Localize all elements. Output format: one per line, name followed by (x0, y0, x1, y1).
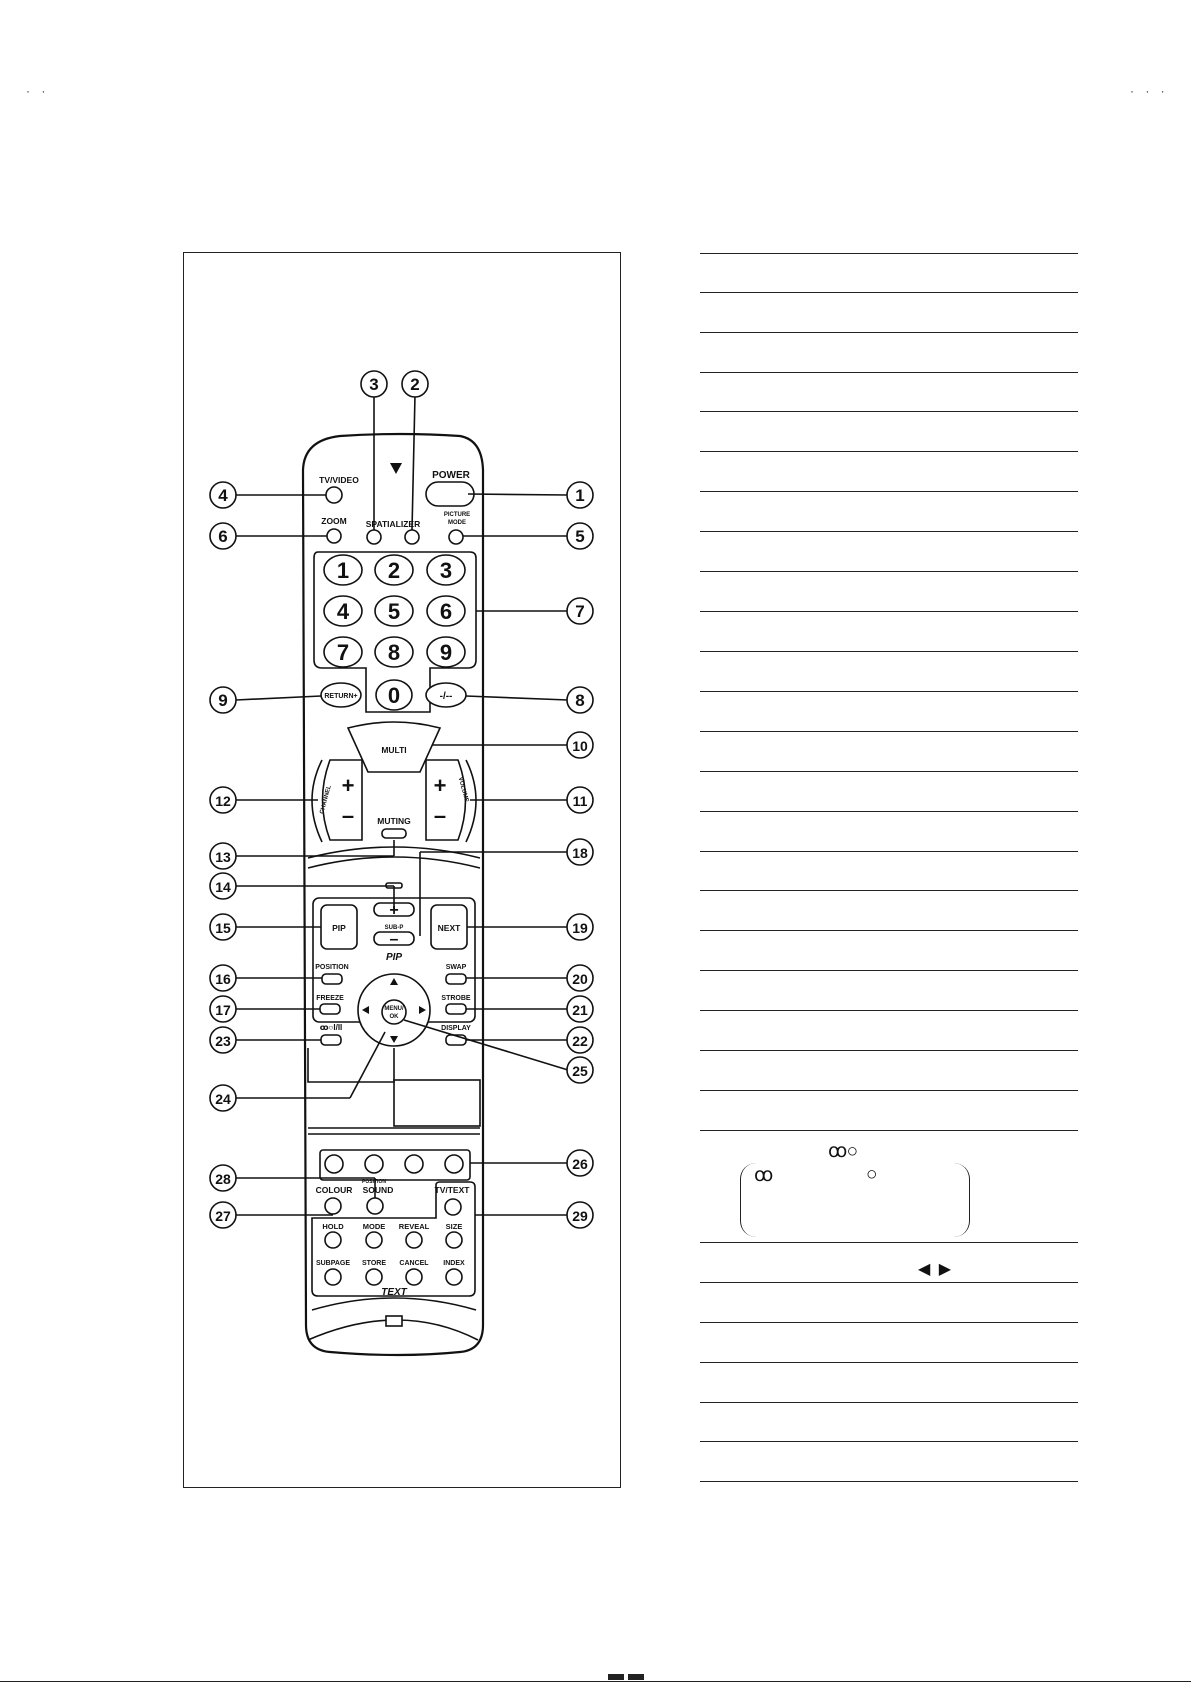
callout-3: 3 (369, 375, 379, 394)
callout-6: 6 (218, 527, 228, 546)
callout-29: 29 (572, 1208, 588, 1224)
legend-rule (700, 851, 1078, 852)
tv-video-label: TV/VIDEO (319, 475, 359, 485)
page-number-mark (628, 1674, 644, 1680)
mode-button[interactable] (366, 1232, 382, 1248)
colour-button-red[interactable] (325, 1155, 343, 1173)
callout-19: 19 (572, 920, 588, 936)
index-button[interactable] (446, 1269, 462, 1285)
callout-16: 16 (215, 971, 231, 987)
callout-28: 28 (215, 1171, 231, 1187)
callout-26: 26 (572, 1156, 588, 1172)
callout-10: 10 (572, 738, 588, 754)
digit-1-label: 1 (336, 558, 350, 583)
volume-rocker[interactable] (426, 760, 466, 840)
page-bottom-rule (0, 1681, 1191, 1682)
digit-0-label: 0 (387, 683, 401, 708)
colour-button-yellow[interactable] (405, 1155, 423, 1173)
power-label: POWER (432, 470, 470, 481)
hold-button[interactable] (325, 1232, 341, 1248)
stereo-symbol: ꝏ (754, 1165, 771, 1186)
callout-8: 8 (575, 691, 585, 710)
callout-17: 17 (215, 1002, 231, 1018)
legend-rule (700, 1402, 1078, 1403)
power-button[interactable] (426, 482, 474, 506)
sub-p-label: SUB-P (384, 925, 404, 931)
strobe-button[interactable] (446, 1004, 466, 1014)
colour-button-blue[interactable] (445, 1155, 463, 1173)
sub-p-minus-label: – (389, 931, 399, 948)
digit-7-label: 7 (336, 640, 350, 665)
subpage-label: SUBPAGE (315, 1260, 351, 1267)
muting-button[interactable] (382, 829, 406, 838)
sound-mode-label: ꝏ○I/II (319, 1023, 343, 1032)
stereo-mono-symbols: ꝏ ○ (828, 1141, 856, 1162)
legend-rule (700, 651, 1078, 652)
callout-21: 21 (572, 1002, 588, 1018)
menu-ok-label-1: MENU/ (384, 1006, 404, 1012)
page-number-mark (608, 1674, 624, 1680)
reveal-label: REVEAL (398, 1222, 430, 1231)
callout-11: 11 (572, 793, 588, 809)
legend-rule (700, 970, 1078, 971)
spatializer-label: SPATIALIZER (365, 519, 421, 529)
tv-video-button[interactable] (326, 487, 342, 503)
callout-20: 20 (572, 971, 588, 987)
legend-rule (700, 1441, 1078, 1442)
legend-rule (700, 890, 1078, 891)
colour-button-green[interactable] (365, 1155, 383, 1173)
position-small-label: POSITION (362, 1179, 386, 1185)
digit-4-label: 4 (336, 599, 350, 624)
legend-rule (700, 1090, 1078, 1091)
legend-rule (700, 1362, 1078, 1363)
store-button[interactable] (366, 1269, 382, 1285)
legend-rule (700, 451, 1078, 452)
muting-label: MUTING (377, 816, 411, 826)
callout-4: 4 (218, 486, 228, 505)
digit-2-label: 2 (387, 558, 401, 583)
multi-label: MULTI (381, 745, 407, 755)
callout-15: 15 (215, 920, 231, 936)
menu-ok-label-2: OK (389, 1014, 399, 1020)
mode-label: MODE (362, 1222, 386, 1231)
swap-label: SWAP (445, 964, 467, 971)
picture-mode-button[interactable] (449, 530, 463, 544)
legend-rule (700, 531, 1078, 532)
legend-rule (700, 253, 1078, 254)
callout-18: 18 (572, 845, 588, 861)
hold-label: HOLD (322, 1222, 344, 1231)
callout-14: 14 (215, 879, 231, 895)
digit-9-label: 9 (439, 640, 453, 665)
size-label: SIZE (445, 1222, 463, 1231)
position-label: POSITION (315, 964, 349, 971)
strobe-label: STROBE (441, 995, 471, 1002)
freeze-button[interactable] (320, 1004, 340, 1014)
channel-label: CHANNEL (319, 784, 333, 815)
cancel-label: CANCEL (399, 1260, 429, 1267)
legend-rule (700, 1242, 1078, 1243)
legend-rule (700, 611, 1078, 612)
display-label: DISPLAY (441, 1025, 471, 1032)
legend-rule (700, 372, 1078, 373)
callout-13: 13 (215, 849, 231, 865)
swap-button[interactable] (446, 974, 466, 984)
position-button[interactable] (322, 974, 342, 984)
return-plus-label: RETURN+ (324, 693, 358, 700)
zoom-label: ZOOM (321, 516, 347, 526)
callout-2: 2 (410, 375, 420, 394)
pip-group-label: PIP (385, 952, 403, 963)
digit-8-label: 8 (387, 640, 401, 665)
next-label: NEXT (437, 923, 461, 933)
callout-7: 7 (575, 602, 585, 621)
menu-ok-button[interactable] (382, 1000, 406, 1024)
text-group-label: TEXT (381, 1287, 407, 1298)
legend-rule (700, 1130, 1078, 1131)
tv-text-button[interactable] (445, 1199, 461, 1215)
callout-23: 23 (215, 1033, 231, 1049)
legend-rule (700, 1481, 1078, 1482)
legend-rule (700, 571, 1078, 572)
sound-button[interactable] (367, 1198, 383, 1214)
sound-mode-button[interactable] (321, 1035, 341, 1045)
legend-rule (700, 691, 1078, 692)
volume-label: VOLUME (456, 776, 470, 803)
legend-rule (700, 1050, 1078, 1051)
spatializer-button[interactable] (367, 530, 381, 544)
callout-5: 5 (575, 527, 585, 546)
bottom-slot (386, 1316, 402, 1326)
legend-rule (700, 771, 1078, 772)
left-right-arrow-icons: ◀ ▶ (918, 1261, 954, 1278)
sub-p-plus-label: + (389, 902, 399, 919)
callout-12: 12 (215, 793, 231, 809)
tv-text-label: TV/TEXT (434, 1185, 470, 1195)
channel-plus-label: + (341, 773, 355, 798)
volume-minus-label: – (433, 803, 447, 828)
index-label: INDEX (443, 1260, 465, 1267)
callout-22: 22 (572, 1033, 588, 1049)
zoom-button[interactable] (327, 529, 341, 543)
picture-mode-label-1: PICTURE (443, 512, 471, 518)
legend-rule (700, 1010, 1078, 1011)
reveal-button[interactable] (406, 1232, 422, 1248)
freeze-label: FREEZE (316, 995, 344, 1002)
mono-symbol: ○ (866, 1164, 878, 1185)
cancel-button[interactable] (406, 1269, 422, 1285)
callout-27: 27 (215, 1208, 231, 1224)
legend-rule (700, 1322, 1078, 1323)
legend-rule (700, 811, 1078, 812)
corner-mark-right: · · · (1130, 84, 1169, 98)
volume-plus-label: + (433, 773, 447, 798)
channel-minus-label: – (341, 803, 355, 828)
colour-label: COLOUR (315, 1185, 353, 1195)
colour-button[interactable] (325, 1198, 341, 1214)
callout-1: 1 (575, 486, 585, 505)
store-label: STORE (362, 1260, 386, 1267)
subpage-button[interactable] (325, 1269, 341, 1285)
legend-rule (700, 292, 1078, 293)
legend-rule (700, 1282, 1078, 1283)
legend-rule (700, 930, 1078, 931)
bass-button[interactable] (405, 530, 419, 544)
dash-label: -/-- (439, 691, 453, 702)
legend-rule (700, 411, 1078, 412)
digit-5-label: 5 (387, 599, 401, 624)
legend-bracket-box (740, 1163, 970, 1237)
picture-mode-label-2: MODE (448, 520, 466, 526)
digit-3-label: 3 (439, 558, 453, 583)
digit-6-label: 6 (439, 599, 453, 624)
legend-rule (700, 491, 1078, 492)
legend-rule (700, 332, 1078, 333)
callout-25: 25 (572, 1063, 588, 1079)
size-button[interactable] (446, 1232, 462, 1248)
callout-24: 24 (215, 1091, 231, 1107)
pip-label: PIP (332, 923, 346, 933)
legend-rule (700, 731, 1078, 732)
callout-9: 9 (218, 691, 228, 710)
sound-label: SOUND (362, 1185, 394, 1195)
corner-mark-left: · · (26, 84, 50, 98)
